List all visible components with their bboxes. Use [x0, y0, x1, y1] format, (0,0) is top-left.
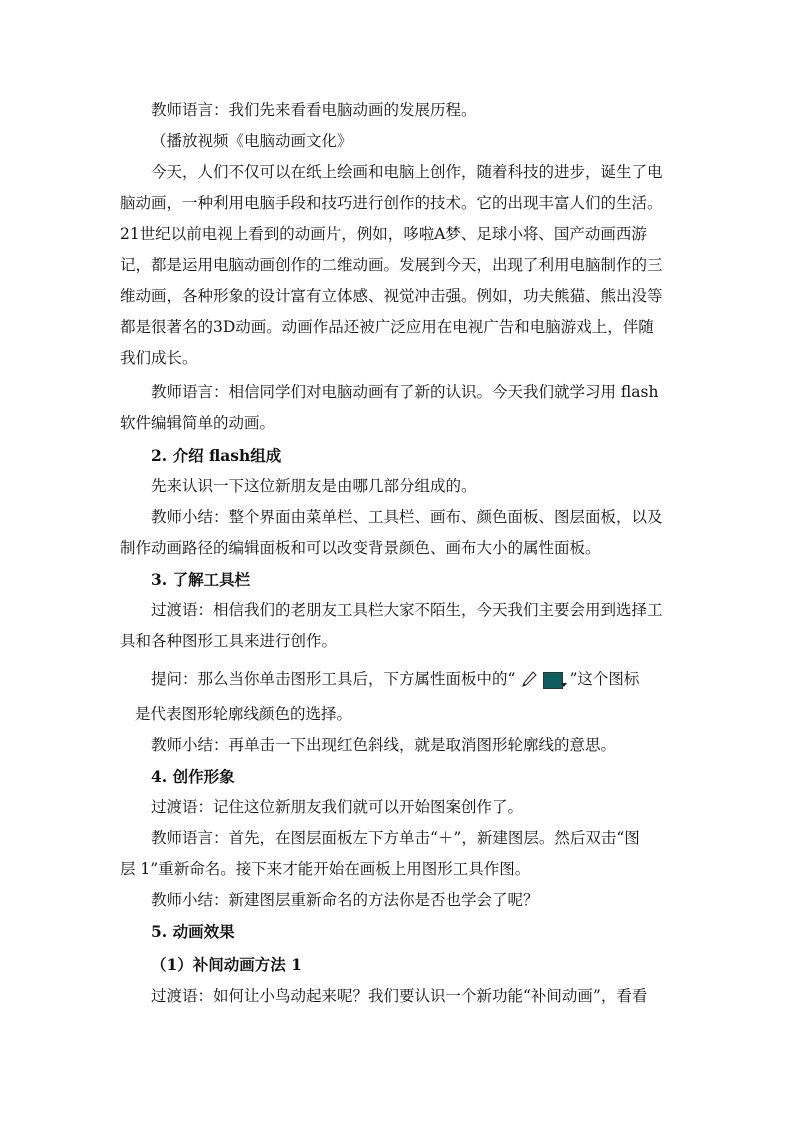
chevron-down-icon: [561, 683, 567, 687]
intro-flash-line: 先来认识一下这位新朋友是由哪几部分组成的。: [151, 477, 477, 495]
intro-line-4: 记，都是运用电脑动画创作的二维动画。发展到今天，出现了利用电脑制作的三: [120, 256, 663, 274]
stroke-color-swatch-icon: [543, 672, 563, 689]
question-text-b: ”这个图标: [569, 670, 640, 688]
teacher-line-3a: 教师语言：首先，在图层面板左下方单击“＋”，新建图层。然后双击“图: [151, 829, 640, 847]
section-heading-3: 3. 了解工具栏: [151, 570, 251, 589]
summary-line-3: 教师小结：新建图层重新命名的方法你是否也学会了呢？: [151, 891, 539, 909]
intro-line-6: 都是很著名的3D动画。动画作品还被广泛应用在电视广告和电脑游戏上，伴随: [120, 318, 654, 336]
intro-line-5: 维动画，各种形象的设计富有立体感、视觉冲击强。例如，功夫熊猫、熊出没等: [120, 287, 663, 305]
transition-line-2: 过渡语：记住这位新朋友我们就可以开始图案创作了。: [151, 798, 524, 816]
summary-line-1a: 教师小结：整个界面由菜单栏、工具栏、画布、颜色面板、图层面板，以及: [151, 508, 663, 526]
pencil-icon: [521, 671, 537, 689]
section-heading-2: 2. 介绍 flash组成: [151, 446, 282, 465]
intro-line-2: 脑动画，一种利用电脑手段和技巧进行创作的技术。它的出现丰富人们的生活。: [120, 194, 663, 212]
transition-line-1a: 过渡语：相信我们的老朋友工具栏大家不陌生，今天我们主要会用到选择工: [151, 601, 663, 619]
question-line: [151, 664, 639, 695]
toolbar-icon-group: [517, 669, 567, 691]
intro-line-1: 今天，人们不仅可以在纸上绘画和电脑上创作，随着科技的进步，诞生了电: [151, 163, 663, 181]
summary-line-2: 教师小结：再单击一下出现红色斜线，就是取消图形轮廓线的意思。: [151, 736, 617, 754]
summary-line-1b: 制作动画路径的编辑面板和可以改变背景颜色、画布大小的属性面板。: [120, 539, 601, 557]
video-note: （播放视频《电脑动画文化》: [151, 132, 353, 150]
section-heading-5: 5. 动画效果: [151, 922, 235, 941]
section-heading-4: 4. 创作形象: [151, 767, 235, 786]
question-line-2: 是代表图形轮廓线颜色的选择。: [135, 705, 353, 723]
teacher-line-2a: 教师语言：相信同学们对电脑动画有了新的认识。今天我们就学习用 flash: [151, 383, 659, 401]
question-text-a: 提问：那么当你单击图形工具后，下方属性面板中的“: [151, 670, 516, 688]
transition-line-3: 过渡语：如何让小鸟动起来呢？我们要认识一个新功能“补间动画”，看看: [151, 987, 648, 1005]
transition-line-1b: 具和各种图形工具来进行创作。: [120, 632, 338, 650]
subsection-heading-5-1: （1）补间动画方法 1: [151, 955, 302, 974]
intro-line-7: 我们成长。: [120, 349, 198, 367]
teacher-line-2b: 软件编辑简单的动画。: [120, 414, 276, 432]
teacher-line-1: 教师语言：我们先来看看电脑动画的发展历程。: [151, 101, 477, 119]
intro-line-3: 21世纪以前电视上看到的动画片，例如，哆啦A梦、足球小将、国产动画西游: [120, 225, 647, 243]
teacher-line-3b: 层 1”重新命名。接下来才能开始在画板上用图形工具作图。: [120, 860, 531, 878]
